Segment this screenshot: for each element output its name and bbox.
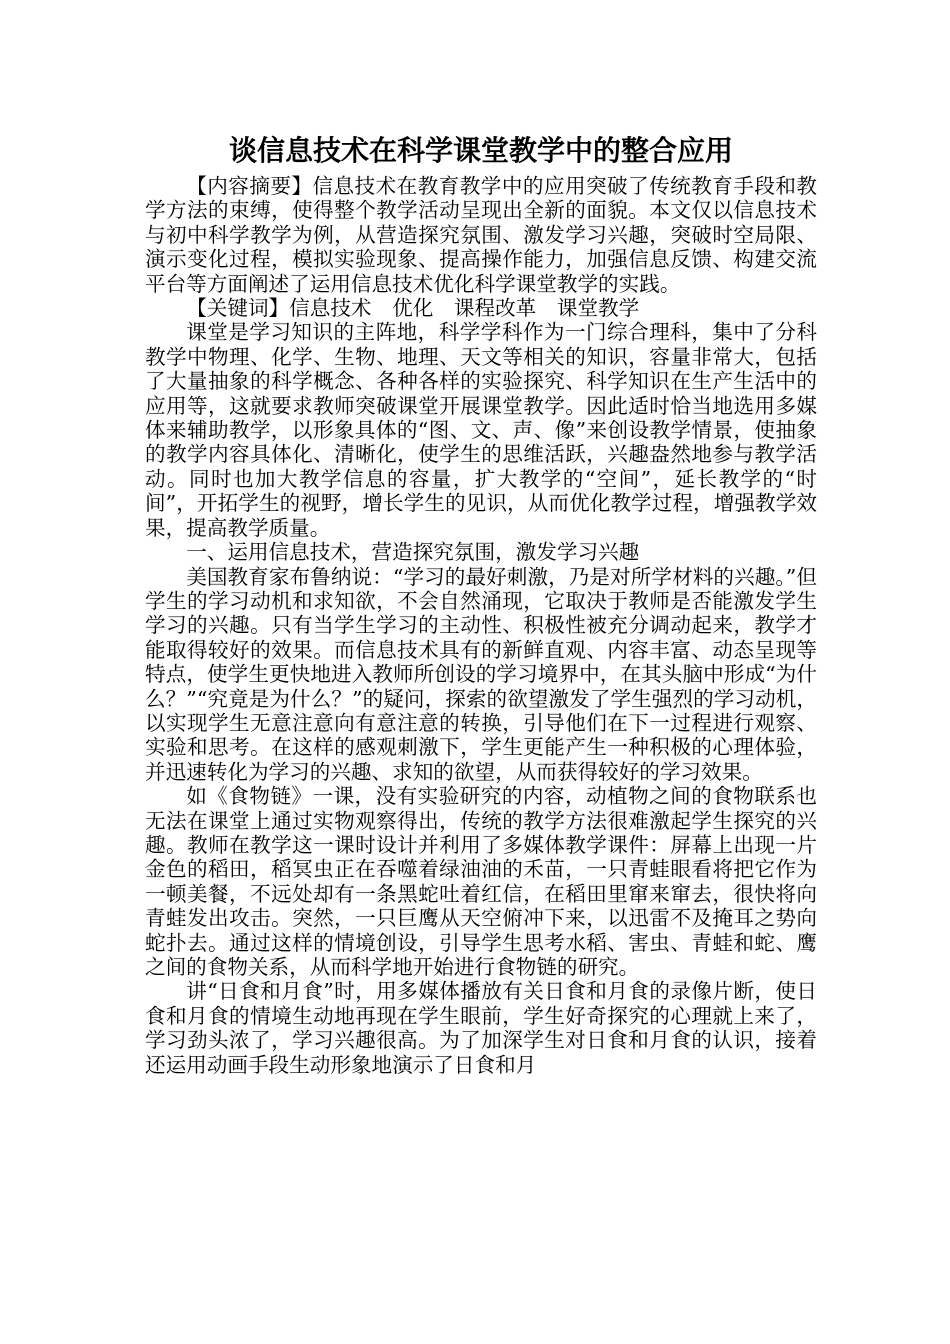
document-title: 谈信息技术在科学课堂教学中的整合应用 [228, 134, 733, 167]
abstract-paragraph: 【内容摘要】信息技术在教育教学中的应用突破了传统教育手段和教学方法的束缚，使得整个教学活动呈现出全新的面貌。本文仅以信息技术与初中科学教学为例，从营造探究氛围、激发学习兴趣，突破时空局限、演示变化过程，模拟实验现象、提高操作能力，加强信息反馈、构建交流平台等方面阐述了运用信息技术优化科学课堂教学的实践。 [145, 174, 817, 296]
document-page [145, 128, 817, 1077]
section-heading: 一、运用信息技术，营造探究氛围，激发学习兴趣 [186, 540, 640, 565]
body-paragraph: 如《食物链》一课，没有实验研究的内容，动植物之间的食物联系也无法在课堂上通过实物观察得出，传统的教学方法很难激起学生探究的兴趣。教师在教学这一课时设计并利用了多媒体教学课件：屏幕上出现一片金色的稻田，稻冥虫正在吞噬着绿油油的禾苗，一只青蛙眼看将把它作为一顿美餐，不远处却有一条黑蛇吐着红信，在稻田里窜来窜去，很快将向青蛙发出攻击。突然，一只巨鹰从天空俯冲下来，以迅雷不及掩耳之势向蛇扑去。通过这样的情境创设，引导学生思考水稻、害虫、青蛙和蛇、鹰之间的食物关系，从而科学地开始进行食物链的研究。 [145, 784, 817, 979]
body-paragraph: 美国教育家布鲁纳说：“学习的最好刺激，乃是对所学材料的兴趣。”但学生的学习动机和求知欲，不会自然涌现，它取决于教师是否能激发学生学习的兴趣。只有当学生学习的主动性、积极性被充分调动起来，教学才能取得较好的效果。而信息技术具有的新鲜直观、内容丰富、动态呈现等特点，使学生更快地进入教师所创设的学习境界中，在其头脑中形成“为什么？”“究竟是为什么？”的疑问，探索的欲望激发了学生强烈的学习动机，以实现学生无意注意向有意注意的转换，引导他们在下一过程进行观察、实验和思考。在这样的感观刺激下，学生更能产生一种积极的心理体验，并迅速转化为学习的兴趣、求知的欲望，从而获得较好的学习效果。 [145, 564, 817, 784]
body-paragraph: 讲“日食和月食”时，用多媒体播放有关日食和月食的录像片断，使日食和月食的情境生动地再现在学生眼前，学生好奇探究的心理就上来了，学习劲头浓了，学习兴趣很高。为了加深学生对日食和月食的认识，接着还运用动画手段生动形象地演示了日食和月 [145, 979, 817, 1077]
body-paragraph: 课堂是学习知识的主阵地，科学学科作为一门综合理科，集中了分科教学中物理、化学、生物、地理、天文等相关的知识，容量非常大，包括了大量抽象的科学概念、各种各样的实验探究、科学知识在生产生活中的应用等，这就要求教师突破课堂开展课堂教学。因此适时恰当地选用多媒体来辅助教学，以形象具体的“图、文、声、像”来创设教学情景，使抽象的教学内容具体化、清晰化，使学生的思维活跃，兴趣盎然地参与教学活动。同时也加大教学信息的容量，扩大教学的“空间”，延长教学的“时间”，开拓学生的视野，增长学生的见识，从而优化教学过程，增强教学效果，提高教学质量。 [145, 320, 817, 540]
keywords-paragraph: 【关键词】信息技术 优化 课程改革 课堂教学 [186, 296, 640, 321]
